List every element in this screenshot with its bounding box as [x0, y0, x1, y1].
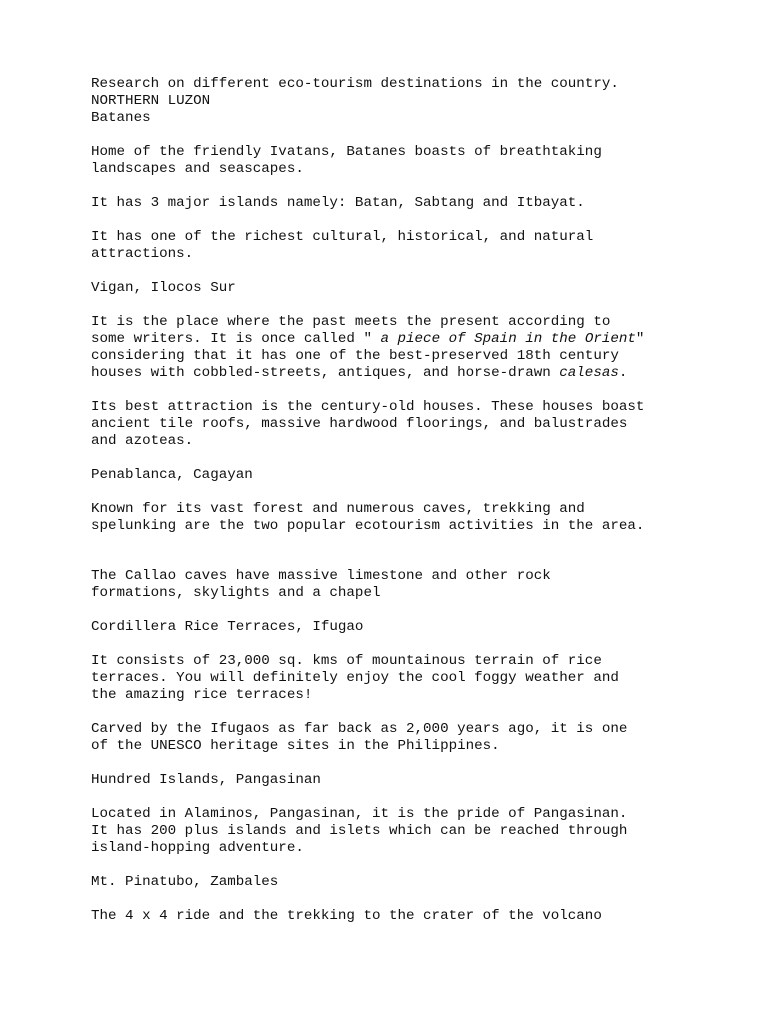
pinatubo-paragraph-1: The 4 x 4 ride and the trekking to the crater of the volcano — [91, 908, 602, 924]
batanes-paragraph-3: It has one of the richest cultural, historical, and natural attractions. — [91, 229, 594, 262]
penablanca-paragraph-2: The Callao caves have massive limestone and other rock formations, skylights and a chapel — [91, 568, 551, 601]
vigan-heading: Vigan, Ilocos Sur — [91, 280, 236, 296]
vigan-paragraph-1: It is the place where the past meets the present according to some writers. It is once called " a piece of Spain in the Orient" considering that it has one of the best-preserved 18th century houses with cobbled-streets, antiques, and horse-drawn calesas. — [91, 314, 645, 381]
document-page — [91, 76, 751, 925]
pinatubo-heading: Mt. Pinatubo, Zambales — [91, 874, 279, 890]
cordillera-paragraph-1: It consists of 23,000 sq. kms of mountainous terrain of rice terraces. You will definitely enjoy the cool foggy weather and the amazing rice terraces! — [91, 653, 619, 703]
region-heading: NORTHERN LUZON — [91, 93, 211, 109]
cordillera-heading: Cordillera Rice Terraces, Ifugao — [91, 619, 364, 635]
batanes-paragraph-2: It has 3 major islands namely: Batan, Sabtang and Itbayat. — [91, 195, 585, 211]
hundred-islands-heading: Hundred Islands, Pangasinan — [91, 772, 321, 788]
penablanca-heading: Penablanca, Cagayan — [91, 467, 253, 483]
hundred-islands-paragraph-1: Located in Alaminos, Pangasinan, it is the pride of Pangasinan. It has 200 plus islands and islets which can be reached through island-hopping adventure. — [91, 806, 628, 856]
vigan-paragraph-2: Its best attraction is the century-old houses. These houses boast ancient tile roofs, massive hardwood floorings, and balustrades and azoteas. — [91, 399, 645, 449]
penablanca-paragraph-1: Known for its vast forest and numerous caves, trekking and spelunking are the two popular ecotourism activities in the area. — [91, 501, 645, 534]
italic-phrase: a piece of Spain in the Orient — [380, 331, 636, 347]
cordillera-paragraph-2: Carved by the Ifugaos as far back as 2,000 years ago, it is one of the UNESCO heritage sites in the Philippines. — [91, 721, 628, 754]
batanes-paragraph-1: Home of the friendly Ivatans, Batanes boasts of breathtaking landscapes and seascapes. — [91, 144, 602, 177]
italic-word: calesas — [559, 365, 619, 381]
batanes-heading: Batanes — [91, 110, 151, 126]
intro-text: Research on different eco-tourism destinations in the country. — [91, 76, 619, 92]
